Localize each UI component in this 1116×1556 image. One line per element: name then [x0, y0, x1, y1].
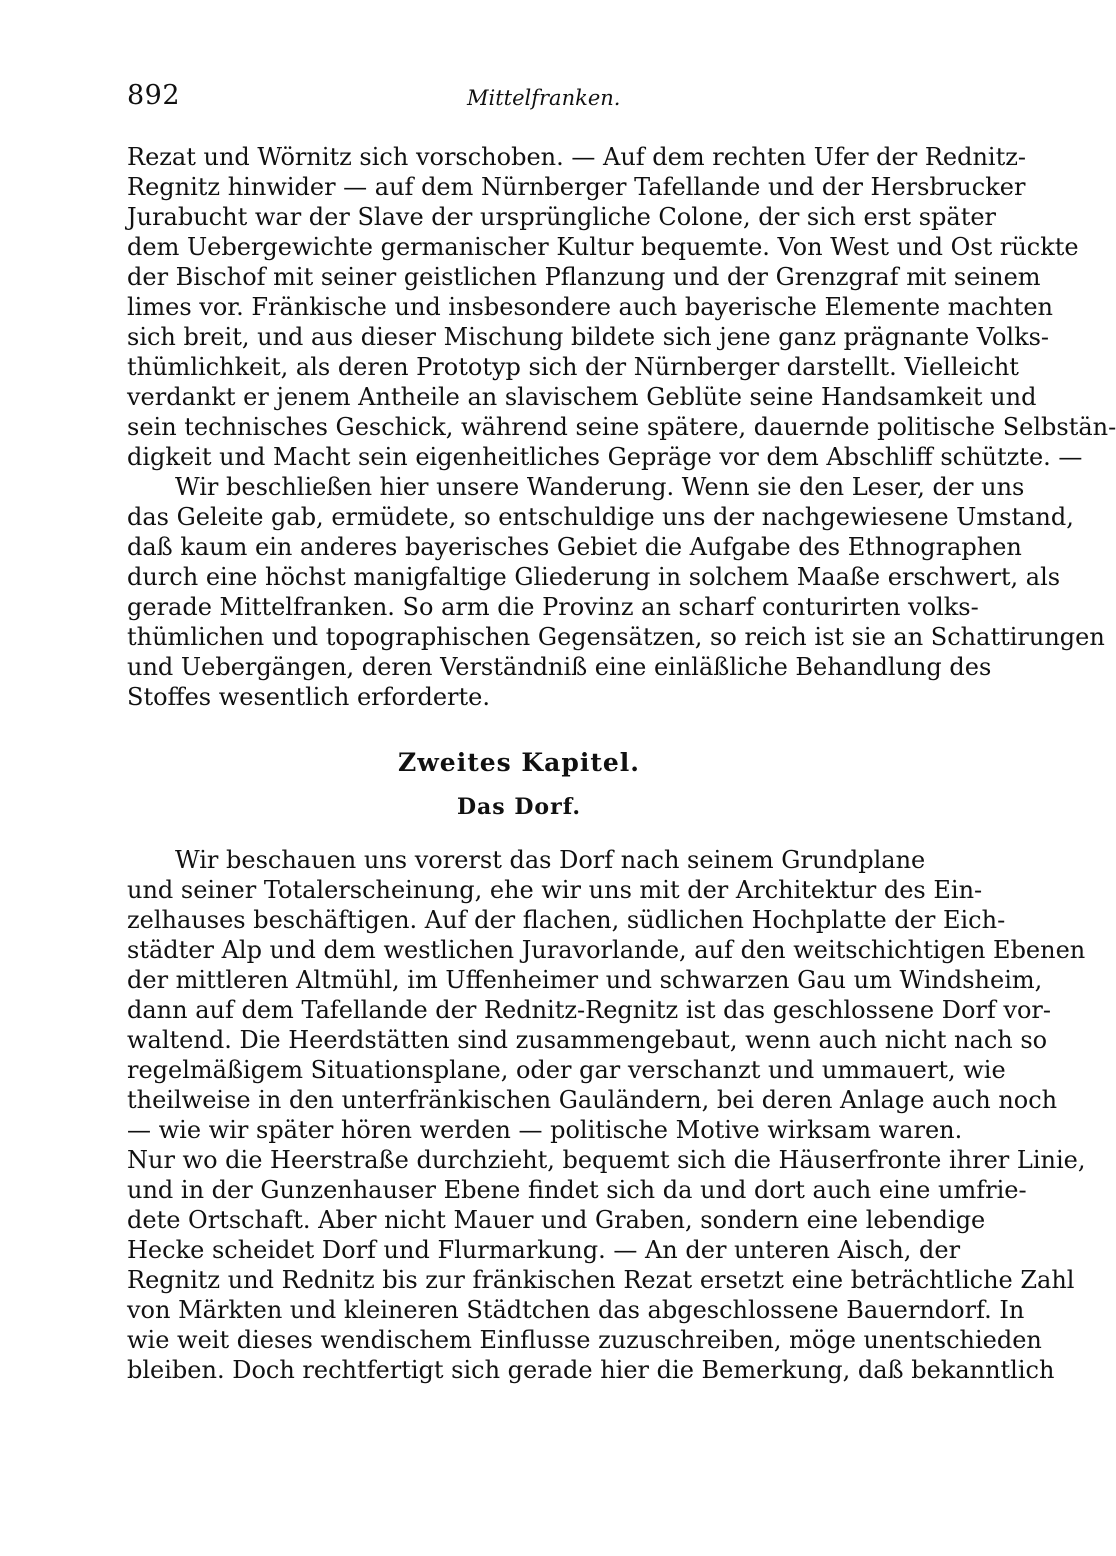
paragraph-block-1	[127, 142, 1116, 712]
text-line: thümlichkeit, als deren Prototyp sich der Nürnberger darstellt. Vielleicht	[127, 353, 1019, 381]
text-line: Stoffes wesentlich erforderte.	[127, 683, 490, 711]
text-line: von Märkten und kleineren Städtchen das abgeschlossene Bauerndorf. In	[127, 1296, 1025, 1324]
text-line: digkeit und Macht sein eigenheitliches Gepräge vor dem Abschliff schützte. —	[127, 443, 1083, 471]
chapter-title: Zweites Kapitel.	[398, 748, 640, 777]
text-line: verdankt er jenem Antheile an slavischem Geblüte seine Handsamkeit und	[127, 383, 1037, 411]
text-line: sein technisches Geschick, während seine spätere, dauernde politische Selbstän-	[127, 413, 1116, 441]
text-line: und in der Gunzenhauser Ebene findet sich da und dort auch eine umfrie-	[127, 1176, 1027, 1204]
text-line: regelmäßigem Situationsplane, oder gar verschanzt und ummauert, wie	[127, 1056, 1006, 1084]
text-line: limes vor. Fränkische und insbesondere auch bayerische Elemente machten	[127, 293, 1054, 321]
text-line: städter Alp und dem westlichen Juravorlande, auf den weitschichtigen Ebenen	[127, 936, 1086, 964]
text-line: sich breit, und aus dieser Mischung bildete sich jene ganz prägnante Volks-	[127, 323, 1050, 351]
paragraph-block-2	[127, 845, 1086, 1385]
text-line: durch eine höchst manigfaltige Gliederung in solchem Maaße erschwert, als	[127, 563, 1061, 591]
text-line: zelhauses beschäftigen. Auf der flachen, südlichen Hochplatte der Eich-	[127, 906, 1006, 934]
text-line: Wir beschließen hier unsere Wanderung. Wenn sie den Leser, der uns	[175, 473, 1025, 501]
text-line: theilweise in den unterfränkischen Gauländern, bei deren Anlage auch noch	[127, 1086, 1058, 1114]
text-line: das Geleite gab, ermüdete, so entschuldige uns der nachgewiesene Umstand,	[127, 503, 1074, 531]
section-title: Das Dorf.	[456, 794, 582, 820]
text-line: — wie wir später hören werden — politische Motive wirksam waren.	[127, 1116, 963, 1144]
page-number: 892	[127, 80, 181, 111]
text-line: Jurabucht war der Slave der ursprüngliche Colone, der sich erst später	[127, 203, 997, 231]
text-line: Rezat und Wörnitz sich vorschoben. — Auf dem rechten Ufer der Rednitz-	[127, 143, 1027, 171]
page-header	[127, 80, 911, 124]
text-line: waltend. Die Heerdstätten sind zusammengebaut, wenn auch nicht nach so	[127, 1026, 1048, 1054]
text-line: der mittleren Altmühl, im Uffenheimer und schwarzen Gau um Windsheim,	[127, 966, 1043, 994]
text-line: dem Uebergewichte germanischer Kultur bequemte. Von West und Ost rückte	[127, 233, 1079, 261]
text-line: daß kaum ein anderes bayerisches Gebiet die Aufgabe des Ethnographen	[127, 533, 1022, 561]
text-line: der Bischof mit seiner geistlichen Pflanzung und der Grenzgraf mit seinem	[127, 263, 1041, 291]
text-line: und seiner Totalerscheinung, ehe wir uns mit der Architektur des Ein-	[127, 876, 983, 904]
text-line: dete Ortschaft. Aber nicht Mauer und Graben, sondern eine lebendige	[127, 1206, 986, 1234]
text-line: Nur wo die Heerstraße durchzieht, bequemt sich die Häuserfronte ihrer Linie,	[127, 1146, 1086, 1174]
text-line: dann auf dem Tafellande der Rednitz-Regnitz ist das geschlossene Dorf vor-	[127, 996, 1051, 1024]
text-line: wie weit dieses wendischem Einflusse zuzuschreiben, möge unentschieden	[127, 1326, 1042, 1354]
text-line: und Uebergängen, deren Verständniß eine einläßliche Behandlung des	[127, 653, 992, 681]
text-line: Wir beschauen uns vorerst das Dorf nach seinem Grundplane	[175, 846, 926, 874]
running-head: Mittelfranken.	[467, 86, 621, 110]
text-line: Regnitz und Rednitz bis zur fränkischen Rezat ersetzt eine beträchtliche Zahl	[127, 1266, 1075, 1294]
text-line: Regnitz hinwider — auf dem Nürnberger Tafellande und der Hersbrucker	[127, 173, 1026, 201]
text-line: bleiben. Doch rechtfertigt sich gerade hier die Bemerkung, daß bekanntlich	[127, 1356, 1055, 1384]
text-line: thümlichen und topographischen Gegensätzen, so reich ist sie an Schattirungen	[127, 623, 1105, 651]
text-line: Hecke scheidet Dorf und Flurmarkung. — An der unteren Aisch, der	[127, 1236, 961, 1264]
text-line: gerade Mittelfranken. So arm die Provinz an scharf conturirten volks-	[127, 593, 979, 621]
book-page	[127, 80, 1116, 1384]
